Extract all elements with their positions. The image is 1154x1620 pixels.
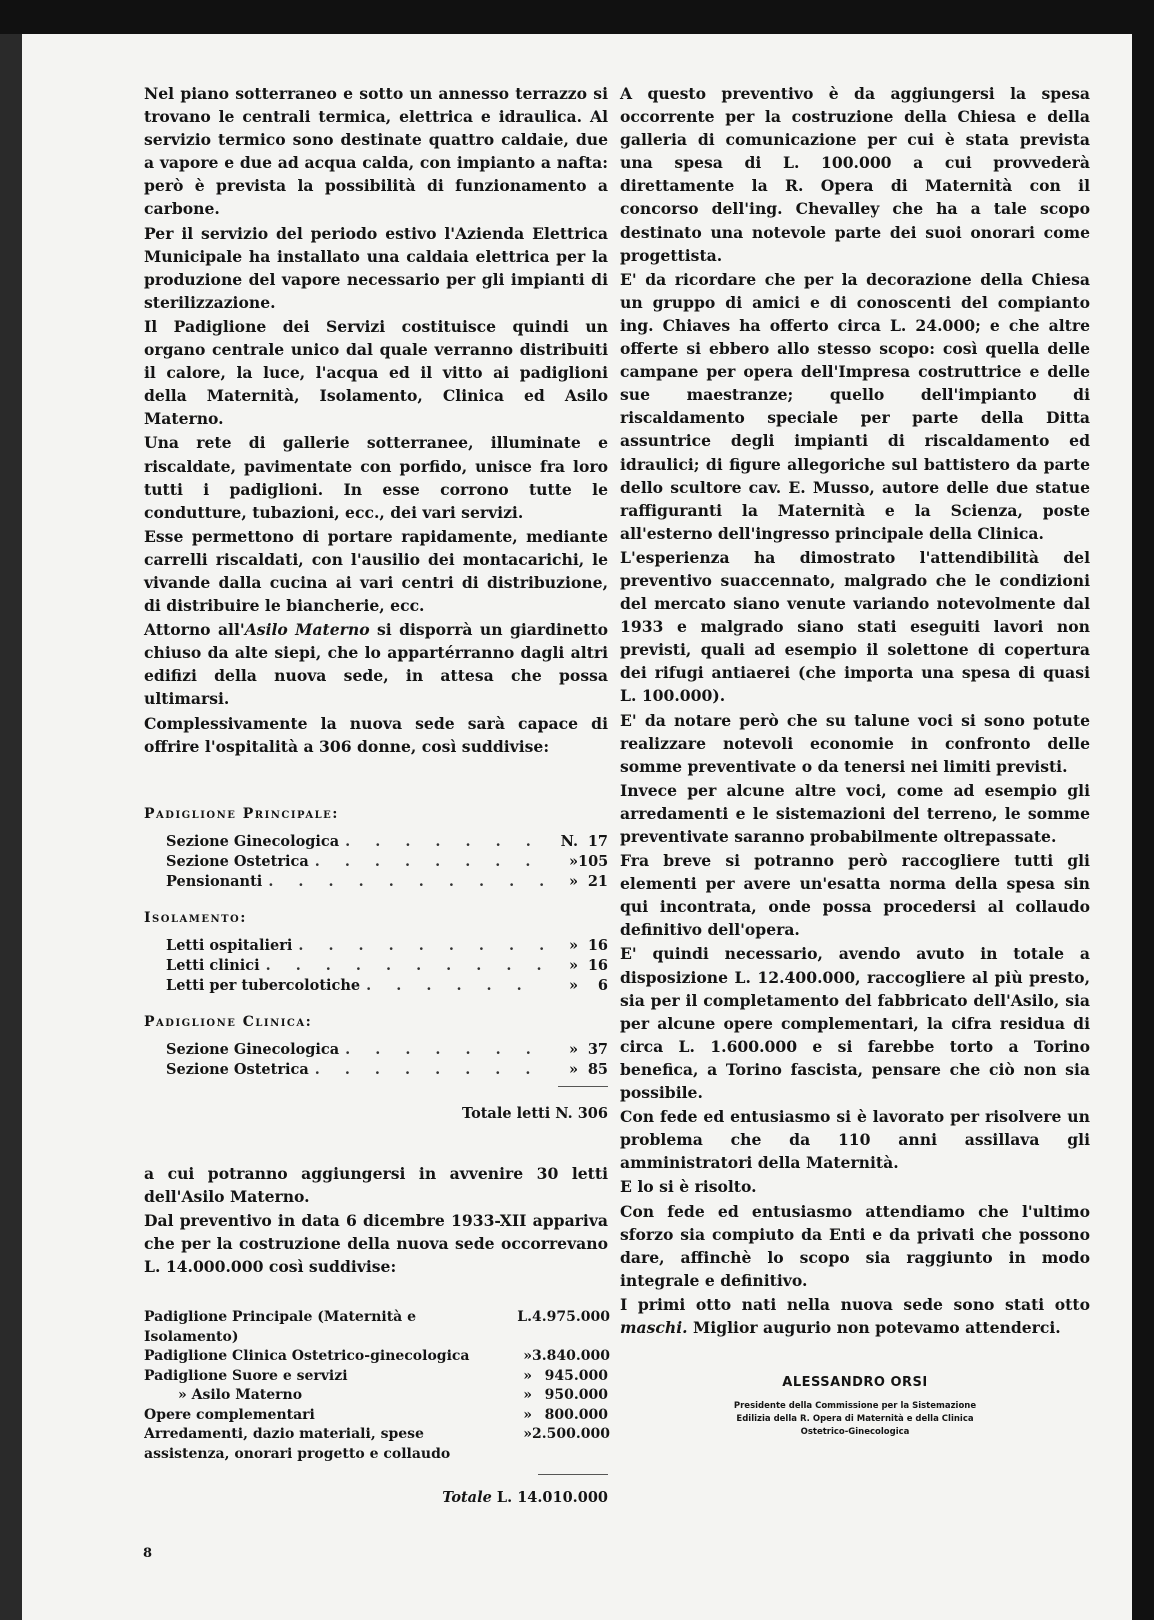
section-heading: Padiglione Principale: xyxy=(144,805,339,822)
table-row: Sezione Ginecologica . . . N. 17 xyxy=(144,832,608,852)
paragraph: A questo preventivo è da aggiungersi la spesa occorrente per la costruzione della Chiesa e della galleria di comunicazione per cui è stata prevista una spesa di L. 100.000 a cui provvederà direttamente la R. Opera di Maternità con il concorso dell'ing. Chevalley che ha a tale scopo destinato una notevole parte dei suoi onorari come progettista. xyxy=(620,84,1090,265)
paragraph: Con fede ed entusiasmo si è lavorato per risolvere un problema che da 110 anni assillava gli amministratori della Maternità. xyxy=(620,1107,1090,1173)
paragraph: Dal preventivo in data 6 dicembre 1933-XII appariva che per la costruzione della nuova sede occorrevano L. 14.000.000 così suddivise: xyxy=(144,1210,608,1277)
final-paragraph: I primi otto nati nella nuova sede sono stati otto maschi. Miglior augurio non potevamo attenderci. xyxy=(620,1294,1090,1337)
paragraph: Con fede ed entusiasmo attendiamo che l'ultimo sforzo sia compiuto da Enti e da privati che possono dare, affinchè lo scopo sia raggiunto in modo integrale e definitivo. xyxy=(620,1201,1090,1290)
table-row: Arredamenti, dazio materiali, spese assistenza, onorari progetto e collaudo » 2.500.000 xyxy=(144,1426,610,1462)
costs-total: Totale L. 14.010.000 xyxy=(442,1489,608,1507)
table-row: » Asilo Materno » 950.000 xyxy=(178,1387,608,1404)
table-row: Sezione Ostetrica . . . » 85 xyxy=(144,1060,608,1080)
page-number: 8 xyxy=(143,1546,153,1561)
top-scan-border xyxy=(0,0,1154,34)
signature-title: Edilizia della R. Opera di Maternità e della Clinica xyxy=(736,1414,974,1425)
section-heading: Padiglione Clinica: xyxy=(144,1013,313,1030)
right-scan-border xyxy=(1132,34,1154,1620)
left-column xyxy=(144,82,608,1506)
paragraph: Una rete di gallerie sotterranee, illuminate e riscaldate, pavimentate con porfido, unisce fra loro tutti i padiglioni. In esse corrono tutte le condutture, tubazioni, ecc., dei vari servizi. xyxy=(144,433,608,522)
left-scan-border xyxy=(0,34,22,1620)
table-row: Padiglione Clinica Ostetrico-ginecologica » 3.840.000 xyxy=(144,1348,610,1365)
table-row: Pensionanti . . . » 21 xyxy=(144,872,608,892)
beds-total: Totale letti N. 306 xyxy=(461,1104,608,1122)
asilo-paragraph: Attorno all'Asilo Materno si disporrà un giardinetto chiuso da alte siepi, che lo appartérranno dagli altri edifizi della nuova sede, in attesa che possa ultimarsi. xyxy=(144,620,608,709)
paragraph: E' quindi necessario, avendo avuto in totale a disposizione L. 12.400.000, raccogliere al più presto, sia per il completamento del fabbricato dell'Asilo, sia per alcune opere complementari, la cifra residua di circa L. 1.600.000 e si farebbe torto a Torino benefica, a Torino fascista, pensare che ciò non sia possibile. xyxy=(620,944,1090,1103)
table-row: Padiglione Principale (Maternità e Isolamento) L. 4.975.000 xyxy=(144,1309,610,1345)
paragraph: a cui potranno aggiungersi in avvenire 30 letti dell'Asilo Materno. xyxy=(144,1163,608,1206)
document-page xyxy=(22,34,1132,1620)
signature-title: Ostetrico-Ginecologica xyxy=(800,1427,910,1438)
right-column xyxy=(620,82,1090,1439)
paragraph: Per il servizio del periodo estivo l'Azienda Elettrica Municipale ha installato una caldaia elettrica per la produzione del vapore necessario per gli impianti di sterilizzazione. xyxy=(144,223,608,312)
paragraph: E' da ricordare che per la decorazione della Chiesa un gruppo di amici e di conoscenti del compianto ing. Chiaves ha offerto circa L. 24.000; e che altre offerte si ebbero allo stesso scopo: così quella delle campane per opera dell'Impresa costruttrice e delle sue maestranze; quello dell'impianto di riscaldamento speciale per parte della Ditta assuntrice degli impianti di riscaldamento ed idraulici; di figure allegoriche sul battistero da parte dello scultore cav. E. Musso, autore delle due statue raffiguranti la Maternità e la Scienza, poste all'esterno dell'ingresso principale della Clinica. xyxy=(620,269,1090,543)
paragraph: E' da notare però che su talune voci si sono potute realizzare notevoli economie in confronto delle somme preventivate o da tenersi nei limiti previsti. xyxy=(620,710,1090,776)
asilo-emphasis: Asilo Materno xyxy=(244,620,370,640)
section-heading: Isolamento: xyxy=(144,909,247,926)
paragraph: Esse permettono di portare rapidamente, mediante carrelli riscaldati, con l'ausilio dei montacarichi, le vivande dalla cucina ai vari centri di distribuzione, di distribuire le biancherie, ecc. xyxy=(144,526,608,616)
paragraph: Invece per alcune altre voci, come ad esempio gli arredamenti e le sistemazioni del terreno, le somme preventivate saranno probabilmente oltrepassate. xyxy=(620,780,1090,846)
signature-name: ALESSANDRO ORSI xyxy=(782,1375,928,1391)
paragraph: E lo si è risolto. xyxy=(620,1177,757,1197)
table-row: Sezione Ginecologica . . . » 37 xyxy=(144,1040,608,1060)
table-row: Letti ospitalieri . . . » 16 xyxy=(144,936,608,956)
capacity-paragraph: Complessivamente la nuova sede sarà capace di offrire l'ospitalità a 306 donne, così suddivise: xyxy=(144,713,608,756)
divider xyxy=(538,1474,608,1475)
beds-table xyxy=(144,806,608,1122)
signature-title: Presidente della Commissione per la Sistemazione xyxy=(733,1401,977,1412)
paragraph: L'esperienza ha dimostrato l'attendibilità del preventivo suaccennato, malgrado che le condizioni del mercato siano venute variando notevolmente dal 1933 e malgrado siano stati eseguiti lavori non previsti, quali ad esempio il solettone di copertura dei rifugi antiaerei (che importa una spesa di quasi L. 100.000). xyxy=(620,547,1090,706)
signature-block xyxy=(620,1375,1090,1439)
table-row: Letti clinici . . . » 16 xyxy=(144,956,608,976)
divider xyxy=(558,1086,608,1087)
table-row: Padiglione Suore e servizi » 945.000 xyxy=(144,1367,608,1384)
paragraph: Il Padiglione dei Servizi costituisce quindi un organo centrale unico dal quale verranno distribuiti il calore, la luce, l'acqua ed il vitto ai padiglioni della Maternità, Isolamento, Clinica ed Asilo Materno. xyxy=(144,316,608,429)
maschi-emphasis: maschi. xyxy=(620,1317,688,1337)
table-row: Letti per tubercolotiche . . . » 6 xyxy=(144,976,608,996)
table-row: Sezione Ostetrica . . . » 105 xyxy=(144,852,608,872)
costs-table xyxy=(144,1308,608,1506)
paragraph: Nel piano sotterraneo e sotto un annesso terrazzo si trovano le centrali termica, elettrica e idraulica. Al servizio termico sono destinate quattro caldaie, due a vapore e due ad acqua calda, con impianto a nafta: però è prevista la possibilità di funzionamento a carbone. xyxy=(144,84,608,219)
table-row: Opere complementari » 800.000 xyxy=(144,1406,608,1423)
paragraph: Fra breve si potranno però raccogliere tutti gli elementi per avere un'esatta norma della spesa sin qui incontrata, onde possa procedersi al collaudo definitivo dell'opera. xyxy=(620,851,1090,940)
